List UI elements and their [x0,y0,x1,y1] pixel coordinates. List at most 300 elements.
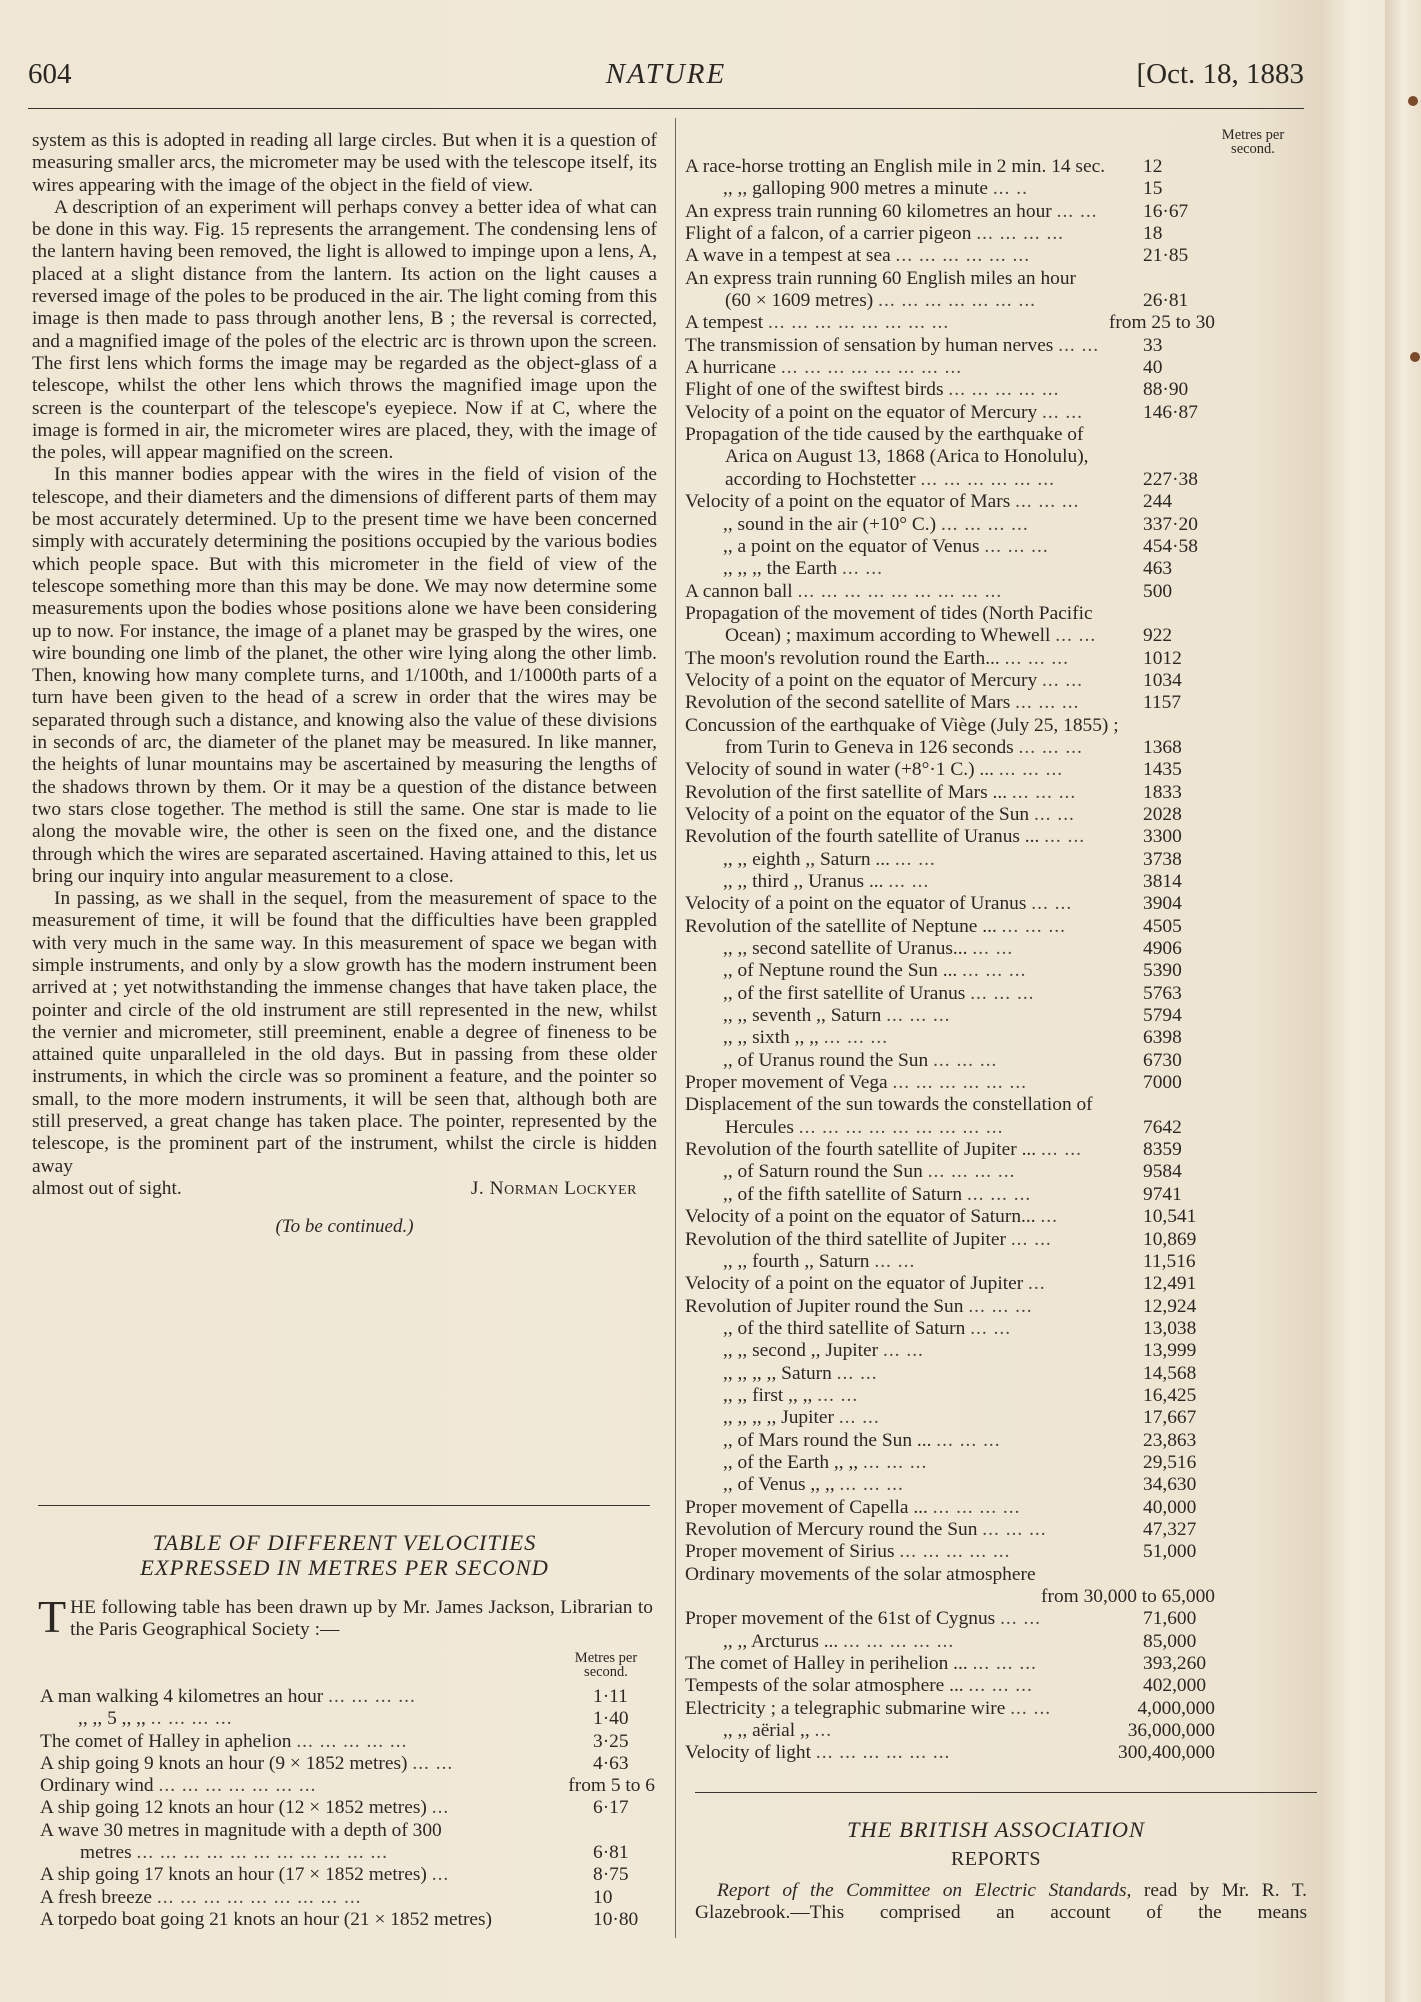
row-label [685,223,1139,245]
row-label [685,1251,1139,1273]
row-label-text: A race-horse trotting an English mile in 2 min. 14 sec. [685,156,1106,177]
leader-dots: ... [814,1720,833,1742]
row-value: 146·87 [1143,401,1198,423]
row-value: 29,516 [1143,1451,1197,1473]
leader-dots: ... ... [1010,1697,1052,1719]
row-label-text: A ship going 12 knots an hour (12 × 1852 metres) [40,1797,427,1819]
table-row [40,1842,655,1864]
leader-dots: ... ... ... ... ... ... ... ... [780,357,963,379]
leader-dots: ... ... [842,558,883,580]
row-value: 1833 [1143,781,1182,803]
row-label [40,1797,589,1819]
row-label-text: Proper movement of Vega [685,1072,888,1094]
table-row [685,402,1215,424]
row-label [685,357,1139,379]
row-label [685,201,1139,223]
leader-dots: ... ... ... [933,1049,998,1071]
table-row [685,201,1215,223]
row-value: from 25 to 30 [1108,312,1215,334]
table-row [685,1050,1215,1072]
row-label [685,514,1139,536]
row-label-text: (60 × 1609 metres) [725,290,874,312]
row-label-text: ,, of the first satellite of Uranus [723,982,966,1004]
leader-dots: ... ... [817,1384,859,1406]
table-row [40,1887,655,1909]
row-label-text: ,, of Mars round the Sun ... [723,1429,932,1451]
row-label [40,1775,564,1797]
row-label-text: ,, ,, ,, the Earth [723,558,838,580]
row-value: 7000 [1143,1072,1182,1094]
row-label [685,983,1139,1005]
table-row [685,1072,1215,1094]
page-header [28,58,1304,98]
row-value: 3904 [1143,893,1182,915]
row-label-text: ,, ,, fourth ,, Saturn [723,1250,870,1272]
row-label [685,491,1139,513]
row-value: 71,600 [1143,1608,1197,1630]
leader-dots: ... ... [1000,1608,1042,1630]
row-value: 16,425 [1143,1384,1197,1406]
row-label [685,1296,1139,1318]
row-label-text: A torpedo boat going 21 knots an hour (21 × 1852 metres) [40,1908,493,1930]
article-paragraph: In this manner bodies appear with the wires in the field of vision of the telescope, and their diameters and the dimensions of different parts of them may be most accurately determined. Up to the present time we have been concerned simply with accurately determining the positions occupied by the various bodies which people space. But with this micrometer in the field of view of the telescope something more than this may be done. We may now determine some measurements upon the bodies whose positions alone we have been considering up to now. For instance, the image of a planet may be grasped by the wires, one wire bounding one limb of the planet, the other wire lying along the other limb. Then, knowing how many complete turns, and 1/100th, and 1/1000th parts of a turn have been given to the head of a screw in order that the wires may be separated through such a distance, and knowing also the value of these divisions in seconds of arc, the diameter of the planet may be measured. In like manner, the heights of lunar mountains may be ascertained by measuring the lengths of the shadows thrown by them. Or it may be a question of the distance between two stars close together. The method is still the same. One star is made to lie along the movable wire, the other is seen on the fixed one, and the distance through which the wires are separated ascertained. Having attained to this, let us bring our inquiry into angular measurement to a close. [32,464,657,887]
row-value: 4906 [1143,938,1182,960]
row-label-text: ,, of Saturn round the Sun [723,1161,923,1183]
section-rule [695,1792,1317,1793]
leader-dots: ... [1028,1273,1046,1295]
row-label-text: Revolution of the second satellite of Mars [685,692,1011,714]
row-label-text: A hurricane [685,357,776,379]
row-value: 227·38 [1143,468,1198,490]
row-label [40,1820,589,1842]
row-value: 1435 [1143,759,1182,781]
row-label-text: ,, ,, ,, ,, Saturn [723,1362,832,1384]
row-value: 8359 [1143,1139,1182,1161]
row-value: 12,491 [1143,1273,1197,1295]
row-label-text: A ship going 17 knots an hour (17 × 1852 metres) [40,1864,427,1886]
leader-dots: ... ... [1042,401,1083,423]
row-label-text: A tempest [685,312,764,334]
row-label-text: Velocity of a point on the equator of Jupiter [685,1273,1024,1295]
article-paragraph: system as this is adopted in reading all large circles. But when it is a question of measuring smaller arcs, the micrometer may be used with the telescope itself, its wires appearing with the image of the object in the field of view. [32,130,657,196]
row-label [685,1340,1139,1362]
table-row [685,1273,1215,1295]
row-label [685,536,1139,558]
table-section-title [32,1530,657,1580]
row-value: 10,541 [1143,1206,1197,1228]
row-label-text: ,, of the fifth satellite of Saturn [723,1183,963,1205]
row-label-text: ,, ,, third ,, Uranus ... [723,871,884,892]
row-label [685,1273,1139,1295]
leader-dots: ... ... ... ... ... ... ... ... ... [798,1116,1004,1138]
row-value: 9741 [1143,1183,1182,1205]
table-row [40,1797,655,1819]
row-label [685,960,1139,982]
table-row [685,670,1215,692]
table-row [685,849,1215,871]
row-label [685,1608,1139,1630]
table-row [685,983,1215,1005]
row-label [685,558,1139,580]
leader-dots: ... ... ... [998,759,1064,781]
row-label [40,1909,589,1931]
row-label-text: ,, ,, second satellite of Uranus... [723,938,968,960]
row-value: 51,000 [1143,1541,1197,1563]
row-value: 9584 [1143,1161,1182,1183]
row-value: 10,869 [1143,1228,1197,1250]
row-value: 8·75 [593,1864,629,1886]
row-label-text: ,, ,, eighth ,, Saturn ... [723,848,890,870]
leader-dots: ... ... ... [970,982,1035,1004]
row-value: 26·81 [1143,290,1189,312]
row-label-text: ,, ,, Arcturus ... [723,1630,839,1652]
row-value: 2028 [1143,803,1182,825]
table-row [685,648,1215,670]
table-row [685,290,1215,312]
row-label [685,1497,1139,1519]
row-label [685,1385,1139,1407]
leader-dots: ... [431,1797,450,1819]
row-label-text: Ordinary movements of the solar atmosphere [685,1563,1036,1585]
row-value: 36,000,000 [1127,1720,1215,1742]
row-label [685,826,1139,848]
row-value: 16·67 [1143,200,1189,222]
row-label-text: Revolution of the fourth satellite of Jupiter ... [685,1139,1037,1161]
row-label [685,893,1139,915]
table-row [40,1909,655,1931]
table-row [685,625,1215,647]
row-value: from 30,000 to 65,000 [1041,1586,1215,1607]
row-label-text: A man walking 4 kilometres an hour [40,1686,324,1707]
row-label-text: A cannon ball [685,580,793,602]
row-label-text: Velocity of a point on the equator of Saturn... [685,1206,1036,1228]
article-paragraph: A description of an experiment will perhaps convey a better idea of what can be done in this way. Fig. 15 represents the arrangement. The condensing lens of the lantern having been removed, the light is allowed to impinge upon a lens, A, placed at a slight distance from the lantern. Its action on the light causes a reversed image of the poles to be produced in the air. The light coming from this image is then made to pass through another lens, B ; the reversal is corrected, and a magnified image of the poles of the electric arc is thrown upon the screen. The first lens which forms the image may be regarded as the object-glass of a telescope, whilst the other lens which throws the magnified image upon the screen is the counterpart of the telescope's eyepiece. Now if at C, where the image is formed in air, the micrometer wires are placed, they, with the image of the poles, will appear magnified on the screen. [32,196,657,464]
leader-dots: ... ... ... ... ... ... [920,468,1055,490]
row-label [685,1519,1139,1541]
leader-dots: ... ... ... ... [932,1496,1021,1518]
row-label-text: Revolution of Jupiter round the Sun [685,1295,964,1317]
leader-dots: ... [431,1864,450,1886]
row-label-text: metres [80,1842,132,1864]
table-row [685,1206,1215,1228]
table-row [685,1385,1215,1407]
row-label [685,446,1139,468]
row-label-text: from Turin to Geneva in 126 seconds [725,736,1014,758]
row-value: 4505 [1143,915,1182,937]
leader-dots: ... ... ... [936,1429,1001,1451]
row-label-text: Propagation of the tide caused by the earthquake of [685,424,1084,446]
row-label-text: ,, a point on the equator of Venus [723,535,980,557]
row-value: 85,000 [1143,1630,1197,1652]
table-row [685,1296,1215,1318]
row-label-text: ,, sound in the air (+10° C.) [723,513,937,535]
row-label-text: ,, of Neptune round the Sun ... [723,960,958,982]
row-value: 244 [1143,491,1173,513]
row-label [40,1708,589,1730]
article-body [32,130,657,1239]
row-label [685,245,1139,267]
table-row [685,469,1215,491]
row-value: 10 [593,1886,613,1908]
row-value: 337·20 [1143,513,1198,535]
row-label [685,335,1139,357]
leader-dots: ... ... ... ... [927,1161,1016,1183]
binding-pin-icon [1408,96,1418,106]
article-last-line: almost out of sight. [32,1177,182,1199]
row-label-text: Velocity of a point on the equator of Mercury [685,401,1038,423]
row-value: 300,400,000 [1118,1742,1215,1764]
report-title: Report of the Committee on Electric Standards, [717,1880,1132,1901]
table-row [685,178,1215,200]
row-label-text: An express train running 60 English miles an hour [685,267,1076,289]
row-label [685,1005,1139,1027]
row-label [685,1407,1139,1429]
table-row [685,558,1215,580]
row-label-text: Tempests of the solar atmosphere ... [685,1675,964,1697]
row-label [685,1541,1139,1563]
row-value: 1·11 [593,1686,628,1707]
table-row [685,1184,1215,1206]
row-label [685,1675,1139,1697]
leader-dots: ... ... ... ... ... [899,1541,1011,1563]
table-row [685,514,1215,536]
leader-dots: ... ... [1056,200,1098,222]
row-label [685,782,1139,804]
leader-dots: ... ... ... [972,1653,1037,1675]
row-label-text: An express train running 60 kilometres an hour [685,200,1052,222]
leader-dots: ... ... ... ... ... ... [815,1742,951,1764]
table-row [685,335,1215,357]
row-label [685,1720,1124,1742]
row-label-text: Electricity ; a telegraphic submarine wire [685,1697,1006,1719]
row-label [685,1050,1139,1072]
leader-dots: ... ... [882,1340,924,1362]
table-row [40,1864,655,1886]
row-label [685,156,1139,178]
leader-dots: ... ... ... ... ... ... ... ... [767,312,950,334]
row-label-text: The transmission of sensation by human nerves [685,334,1054,356]
table-row [685,1340,1215,1362]
row-value: 402,000 [1143,1675,1207,1697]
leader-dots: ... ... [1031,893,1073,915]
table-row [685,1586,1215,1608]
row-value: 1368 [1143,736,1182,758]
row-label [685,1027,1139,1049]
row-label [685,625,1139,647]
drop-cap: T [38,1591,67,1642]
table-row [685,536,1215,558]
intro-text: HE following table has been drawn up by Mr. James Jackson, Librarian to the Paris Geographical Society :— [70,1597,653,1641]
row-value: 1012 [1143,647,1182,669]
row-value: 3738 [1143,848,1182,870]
leader-dots: ... ... ... [984,535,1049,557]
row-label [40,1887,589,1909]
table-row [685,1363,1215,1385]
row-label [685,1430,1139,1452]
table-row [40,1820,655,1842]
table-row [40,1731,655,1753]
row-label-text: Revolution of the satellite of Neptune ... [685,915,997,937]
row-label-text: Flight of a falcon, of a carrier pigeon [685,223,972,245]
row-value: 4·63 [593,1752,629,1774]
table-row [685,1631,1215,1653]
row-label [685,737,1139,759]
row-label-text: Displacement of the sun towards the constellation of [685,1094,1093,1116]
leader-dots: ... [1040,1206,1058,1228]
table-row [685,1251,1215,1273]
row-label [685,938,1139,960]
table-row [40,1753,655,1775]
leader-dots: ... ... ... [1018,736,1083,758]
journal-title: NATURE [605,58,727,90]
table-row [685,1407,1215,1429]
row-value: 34,630 [1143,1474,1197,1496]
table-row [685,692,1215,714]
table-row [685,491,1215,513]
row-value: 1·40 [593,1708,629,1730]
row-label-text: Revolution of the fourth satellite of Uranus ... [685,826,1040,848]
table-row [685,826,1215,848]
leader-dots: ... ... ... ... ... ... [895,245,1031,267]
row-label-text: A wave 30 metres in magnitude with a depth of 300 [40,1819,442,1841]
row-label [685,1072,1139,1094]
leader-dots: ... ... ... [1004,647,1069,669]
leader-dots: ... ... [874,1250,916,1272]
table-row [685,156,1215,178]
velocity-table-right [685,156,1215,1765]
leader-dots: ... ... ... [968,1295,1033,1317]
row-label [685,871,1139,893]
leader-dots: ... ... ... [839,1474,904,1496]
row-label-text: according to Hochstetter [725,468,916,490]
row-label [685,268,1139,290]
leader-dots: ... ... [972,938,1014,960]
table-row [685,1229,1215,1251]
binding-pin-icon [1410,352,1420,362]
leader-dots: ... ... [1058,334,1100,356]
row-label-text: A fresh breeze [40,1886,152,1908]
table-row [685,1698,1215,1720]
table-row [685,1519,1215,1541]
row-label [40,1753,589,1775]
row-value: 7642 [1143,1116,1182,1138]
unit-header-line: Metres per [574,1650,638,1666]
leader-dots: ... ... [1044,826,1086,848]
leader-dots: ... ... [894,848,936,870]
leader-dots: ... ... [1010,1228,1052,1250]
row-value: 463 [1143,558,1173,580]
table-row [685,312,1215,334]
row-label-text: Velocity of light [685,1742,812,1764]
row-label-text: Ordinary wind [40,1775,154,1797]
table-row [685,759,1215,781]
row-label-text: Flight of one of the swiftest birds [685,379,944,401]
ba-section-subtitle: REPORTS [950,1848,1042,1870]
row-label [685,648,1139,670]
row-label [685,1139,1139,1161]
unit-header-line: second. [584,1664,628,1680]
table-row [685,1675,1215,1697]
row-label [40,1842,589,1864]
row-value: 4,000,000 [1137,1697,1215,1719]
row-value: 500 [1143,580,1173,602]
leader-dots: ... .. [992,178,1028,200]
row-value: 5794 [1143,1005,1182,1027]
row-label-text: Revolution of the first satellite of Mars ... [685,781,1008,803]
table-row [685,1497,1215,1519]
table-row [685,446,1215,468]
table-row [685,268,1215,290]
table-row [685,916,1215,938]
leader-dots: ... ... ... [1015,692,1080,714]
leader-dots: ... ... ... [968,1675,1033,1697]
table-row [685,1139,1215,1161]
row-label [685,1318,1139,1340]
column-divider [675,118,676,1938]
leader-dots: ... ... ... ... ... ... ... ... ... ... ... [136,1842,388,1864]
leader-dots: ... ... ... ... ... ... ... [158,1775,317,1797]
row-value: 6730 [1143,1049,1182,1071]
table-intro [38,1591,653,1642]
velocity-table-left [40,1686,655,1931]
row-label-text: ,, ,, galloping 900 metres a minute [723,178,988,200]
leader-dots: ... ... [1033,803,1075,825]
table-row [40,1686,655,1708]
row-label [685,804,1139,826]
row-label [685,178,1139,200]
row-value: 18 [1143,223,1163,245]
leader-dots: ... ... [1040,1139,1082,1161]
row-value: 12,924 [1143,1295,1197,1317]
row-label-text: ,, of Venus ,, ,, [723,1474,835,1496]
row-value: 3814 [1143,871,1182,892]
table-row [685,1564,1215,1586]
row-value: 5390 [1143,960,1182,982]
row-value: 14,568 [1143,1362,1197,1384]
table-row [40,1775,655,1797]
row-label-text: Velocity of a point on the equator of Mercury [685,669,1038,691]
row-label [685,1564,1139,1586]
row-label-text: Velocity of a point on the equator of Mars [685,491,1011,513]
leader-dots: ... ... ... ... ... ... ... ... ... [156,1886,362,1908]
row-label [685,1184,1139,1206]
row-value: 88·90 [1143,379,1189,401]
row-label-text: ,, ,, second ,, Jupiter [723,1340,879,1362]
row-label [685,1452,1139,1474]
row-label [685,1229,1139,1251]
leader-dots: ... ... ... ... ... ... [892,1072,1028,1094]
row-label [685,312,1105,334]
row-label-text: ,, ,, sixth ,, ,, [723,1027,819,1049]
table-row [685,1027,1215,1049]
row-value: 5763 [1143,982,1182,1004]
table-row [685,1653,1215,1675]
table-row [685,1452,1215,1474]
unit-header-right [1205,128,1301,156]
leader-dots: ... ... ... ... [976,223,1065,245]
row-label [685,1742,1114,1764]
table-row [685,223,1215,245]
row-label-text: Proper movement of the 61st of Cygnus [685,1608,996,1630]
row-label [685,1653,1139,1675]
table-title-line: TABLE OF DIFFERENT VELOCITIES [152,1530,537,1555]
row-value: 10·80 [593,1908,639,1930]
row-label-text: ,, ,, seventh ,, Saturn [723,1005,882,1027]
page-gutter [1385,0,1421,2002]
table-row [685,1541,1215,1563]
article-paragraph: In passing, as we shall in the sequel, from the measurement of space to the measurement of time, it will be found that the difficulties have been grappled with very much in the same way. In this measurement of space we began with simple instruments, and only by a slow growth has the modern instrument been arrived at ; yet notwithstanding the immense changes that have taken place, the pointer and circle of the old instrument are still represented in the new, whilst the vernier and micrometer, still preeminent, enable a degree of fineness to be attained quite unparalleled in the old days. But in passing from these older instruments, in which the circle was so prominent a feature, and the pointer so small, to the more modern instruments, it will be seen that, although both are still preserved, a great change has taken place. The pointer, represented by the telescope, is the prominent part of the instrument, whilst the circle is hidden away [32,888,657,1177]
unit-header-left [558,1651,654,1679]
